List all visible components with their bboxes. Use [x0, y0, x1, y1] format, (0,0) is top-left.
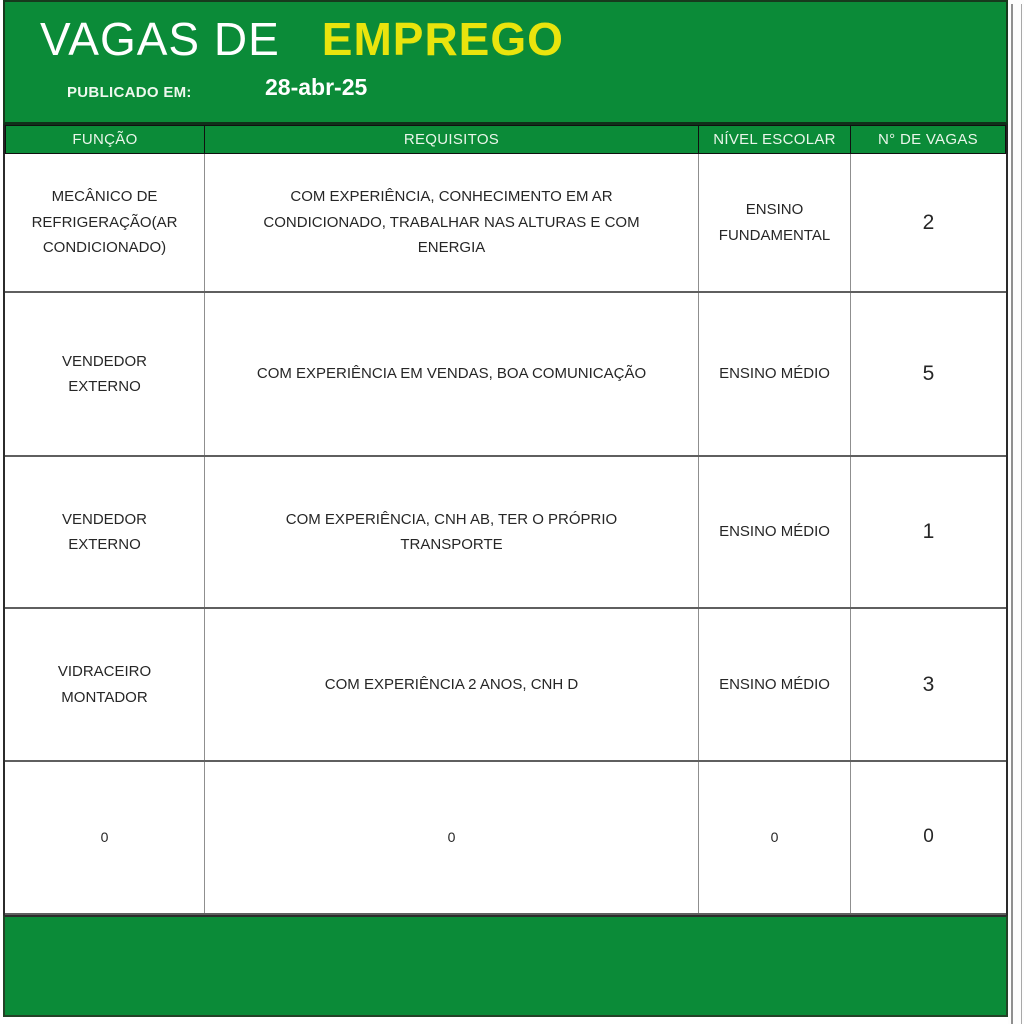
- cell-n-de-vagas: 3: [922, 672, 935, 696]
- table-row: [5, 457, 1006, 609]
- window-edge-line: [1021, 4, 1022, 1024]
- cell-n-de-vagas: 2: [922, 210, 935, 234]
- table-body: [3, 154, 1008, 915]
- published-date: 28-abr-25: [265, 74, 368, 100]
- cell-nivel-escolar: ENSINO MÉDIO: [699, 457, 851, 607]
- column-header-funcao: FUNÇÃO: [5, 125, 205, 154]
- cell-requisitos: COM EXPERIÊNCIA EM VENDAS, BOA COMUNICAÇÃO: [205, 293, 699, 455]
- cell-funcao: VENDEDOR EXTERNO: [5, 293, 205, 455]
- cell-funcao: VIDRACEIRO MONTADOR: [5, 609, 205, 760]
- table-row: [5, 154, 1006, 293]
- table-row: [5, 762, 1006, 915]
- cell-funcao: MECÂNICO DE REFRIGERAÇÃO(AR CONDICIONADO): [5, 154, 205, 291]
- footer-band: [3, 915, 1008, 1017]
- published-label: PUBLICADO EM:: [67, 84, 192, 101]
- cell-requisitos: COM EXPERIÊNCIA 2 ANOS, CNH D: [205, 609, 699, 760]
- window-edge-line: [1011, 4, 1013, 1024]
- cell-requisitos: COM EXPERIÊNCIA, CNH AB, TER O PRÓPRIO TRANSPORTE: [205, 457, 699, 607]
- column-header-requisitos: REQUISITOS: [205, 125, 699, 154]
- table-row: [5, 609, 1006, 762]
- cell-requisitos: 0: [205, 762, 699, 913]
- title-emprego: EMPREGO: [321, 13, 564, 65]
- table-row: [5, 293, 1006, 457]
- table-header-row: [3, 125, 1008, 154]
- cell-requisitos: COM EXPERIÊNCIA, CONHECIMENTO EM AR CONDICIONADO, TRABALHAR NAS ALTURAS E COM ENERGIA: [205, 154, 699, 291]
- column-header-n-de-vagas: N° DE VAGAS: [851, 125, 1006, 154]
- cell-nivel-escolar: 0: [699, 762, 851, 913]
- title-banner: [3, 0, 1008, 125]
- cell-n-de-vagas: 5: [922, 362, 935, 386]
- job-vacancies-sheet: [3, 0, 1008, 1017]
- cell-funcao: VENDEDOR EXTERNO: [5, 457, 205, 607]
- cell-nivel-escolar: ENSINO MÉDIO: [699, 609, 851, 760]
- scrollbar-track[interactable]: [1008, 0, 1024, 1024]
- cell-n-de-vagas: 1: [922, 520, 935, 544]
- cell-funcao: 0: [5, 762, 205, 913]
- cell-n-de-vagas: 0: [923, 826, 934, 848]
- cell-nivel-escolar: ENSINO MÉDIO: [699, 293, 851, 455]
- title-vagas-de: VAGAS DE: [40, 13, 280, 65]
- cell-nivel-escolar: ENSINO FUNDAMENTAL: [699, 154, 851, 291]
- page-title: [40, 12, 564, 66]
- column-header-nivel-escolar: NÍVEL ESCOLAR: [699, 125, 851, 154]
